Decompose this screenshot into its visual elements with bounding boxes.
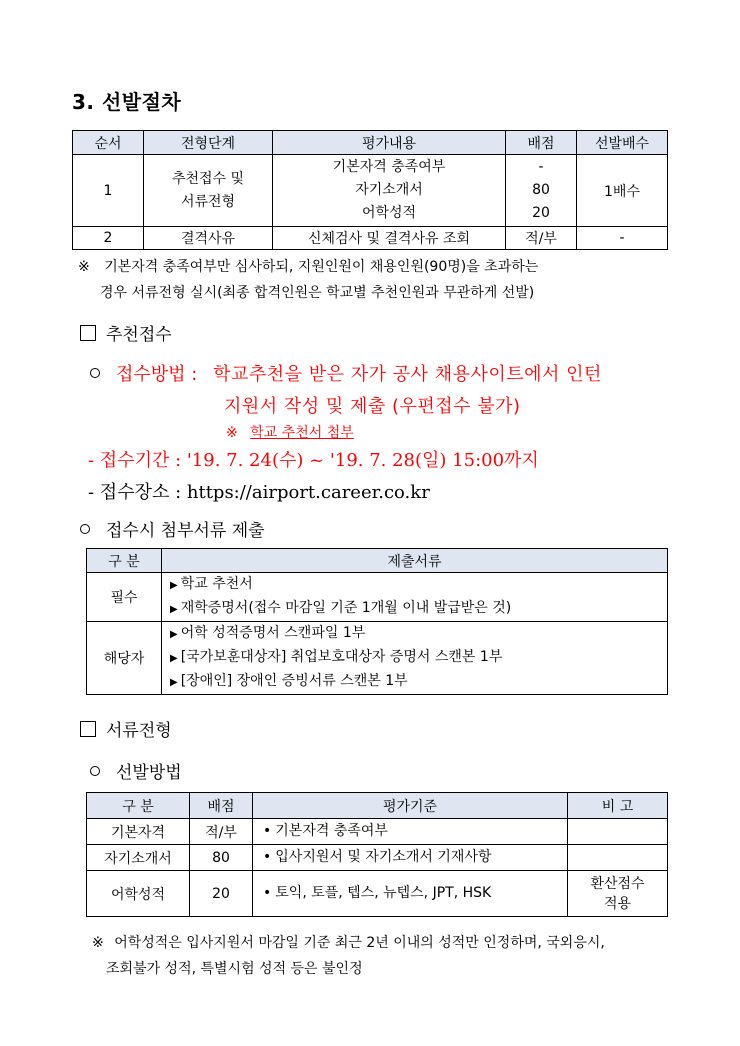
category-cell: 필수 [87,573,162,622]
category-cell: 어학성적 [87,871,190,917]
category-cell: 자기소개서 [87,845,190,871]
triangle-bullet-icon: ▶ [170,604,178,615]
remark-line: 적용 [603,895,632,912]
triangle-bullet-icon: ▶ [170,629,178,640]
score-item: 80 [532,182,550,198]
row-number: 1 [73,155,144,227]
bullet-dot-icon: • [263,849,272,865]
list-item [170,670,667,694]
criteria-cell [253,871,568,917]
method-text: 학교추천을 받은 자가 공사 채용사이트에서 인턴 [213,364,602,385]
note-eligibility [78,254,538,280]
remark-cell [568,871,668,917]
table-row [87,819,668,845]
ratio-cell: 1배수 [577,155,668,227]
documents-cell [162,573,668,622]
score-item: 20 [532,205,550,221]
table-header-row [73,131,668,155]
col-header-score: 배점 [190,793,253,819]
score-cell: 20 [190,871,253,917]
list-item [170,597,667,621]
recommend-heading-text: 추천접수 [106,325,172,345]
list-item [170,573,667,597]
table-row [73,155,668,227]
score-item: - [538,159,544,175]
bullet-dot-icon: • [263,823,272,839]
recommend-heading [80,320,172,345]
content-item: 기본자격 충족여부 [332,159,446,175]
content-cell: 신체검사 및 결격사유 조회 [273,227,506,250]
triangle-bullet-icon: ▶ [170,677,178,688]
col-header-criteria: 평가기준 [253,793,568,819]
table-row [87,622,668,695]
score-cell [506,155,577,227]
row-number: 2 [73,227,144,250]
list-item-text: [장애인] 장애인 증빙서류 스캔본 1부 [180,673,408,689]
bullet-dot-icon: • [263,885,272,901]
col-header-remark: 비 고 [568,793,668,819]
category-cell: 기본자격 [87,819,190,845]
application-period: - 접수기간 : '19. 7. 24(수) ~ '19. 7. 28(일) 15:00까지 [88,450,539,471]
table-header-row [87,549,668,573]
list-item-text: 어학 성적증명서 스캔파일 1부 [180,625,366,641]
col-header-stage: 전형단계 [144,131,273,155]
criteria-text: 토익, 토플, 텝스, 뉴텝스, JPT, HSK [275,885,492,901]
screening-subheading [90,758,182,783]
note-mark: ※ [92,935,104,951]
col-header-documents: 제출서류 [162,549,668,573]
col-header-category: 구 분 [87,793,190,819]
application-place: - 접수장소 : https://airport.career.co.kr [88,482,430,503]
list-item [170,646,667,670]
table-row [87,871,668,917]
stage-line: 추천접수 및 [171,170,245,187]
method-label: 접수방법 : [116,364,198,385]
col-header-content: 평가내용 [273,131,506,155]
criteria-cell [253,845,568,871]
selection-procedure-table [72,130,668,250]
list-item-text: 재학증명서(접수 마감일 기준 1개월 이내 발급받은 것) [180,600,512,616]
note-mark: ※ [226,425,238,441]
remark-line: 환산점수 [590,875,645,892]
circle-bullet-icon [90,766,100,776]
required-documents-table [86,548,668,695]
content-cell [273,155,506,227]
note-line-2: 경우 서류전형 실시(최종 합격인원은 학교별 추천인원과 무관하게 선발) [100,285,535,301]
screening-method-table [86,792,668,917]
score-cell: 80 [190,845,253,871]
list-item-text: 학교 추천서 [180,576,253,592]
ratio-cell: - [577,227,668,250]
screening-subheading-text: 선발방법 [116,763,182,783]
docs-heading [80,516,265,541]
circle-bullet-icon [90,368,100,378]
screening-heading [80,716,172,741]
note-language-scores [92,930,605,956]
table-row [87,573,668,622]
remark-cell [568,845,668,871]
checkbox-square-icon [80,721,96,737]
method-line-2: 지원서 작성 및 제출 (우편접수 불가) [224,396,521,417]
col-header-ratio: 선발배수 [577,131,668,155]
col-header-order: 순서 [73,131,144,155]
note-mark: ※ [78,259,90,275]
stage-cell [144,155,273,227]
triangle-bullet-icon: ▶ [170,580,178,591]
table-header-row [87,793,668,819]
method-line-1 [90,360,602,386]
criteria-cell [253,819,568,845]
stage-cell: 결격사유 [144,227,273,250]
list-item [170,622,667,646]
note-line-2: 조회불가 성적, 특별시험 성적 등은 불인정 [106,961,363,977]
section-title: 3. 선발절차 [72,90,182,114]
remark-cell [568,819,668,845]
method-note-text: 학교 추천서 첨부 [250,425,354,441]
triangle-bullet-icon: ▶ [170,653,178,664]
table-row [87,845,668,871]
content-item: 어학성적 [361,205,417,221]
col-header-score: 배점 [506,131,577,155]
list-item-text: [국가보훈대상자] 취업보호대상자 증명서 스캔본 1부 [180,649,503,665]
screening-heading-text: 서류전형 [106,721,172,741]
stage-line: 서류전형 [180,193,236,210]
criteria-text: 입사지원서 및 자기소개서 기재사항 [275,849,492,865]
method-note [226,422,354,442]
checkbox-square-icon [80,325,96,341]
score-cell: 적/부 [190,819,253,845]
category-cell: 해당자 [87,622,162,695]
table-row [73,227,668,250]
note-line: 기본자격 충족여부만 심사하되, 지원인원이 채용인원(90명)을 초과하는 [104,259,539,275]
criteria-text: 기본자격 충족여부 [275,823,388,839]
note-line: 어학성적은 입사지원서 마감일 기준 최근 2년 이내의 성적만 인정하며, 국외응시, [114,935,605,951]
docs-heading-text: 접수시 첨부서류 제출 [106,521,265,541]
circle-bullet-icon [80,524,90,534]
documents-cell [162,622,668,695]
content-item: 자기소개서 [355,182,423,198]
score-cell: 적/부 [506,227,577,250]
col-header-category: 구 분 [87,549,162,573]
